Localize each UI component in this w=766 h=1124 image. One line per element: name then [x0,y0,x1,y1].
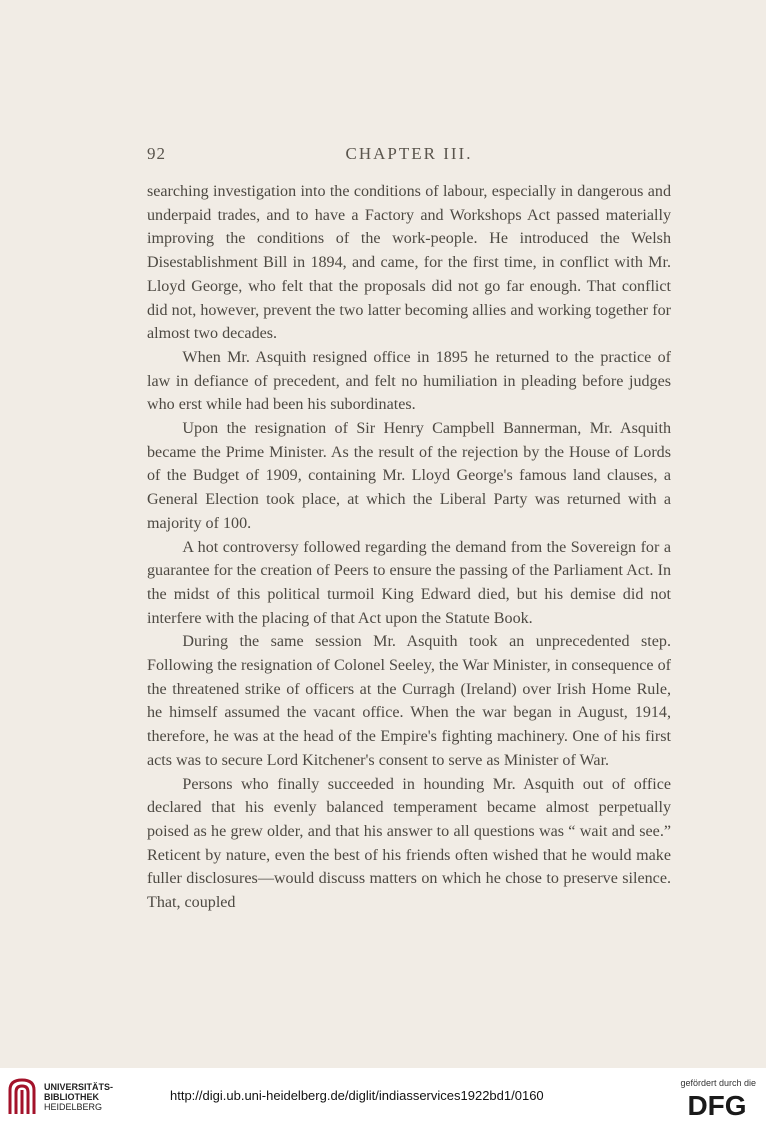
paragraph: During the same session Mr. Asquith took an unprecedented step. Following the resignation of Colonel Seeley, the War Minister, in consequence of the threatened strike of officers at the Curragh (Ireland) over Irish Home Rule, he himself assumed the vacant office. When the war began in August, 1914, therefore, he was at the head of the Empire's fighting machinery. One of his first acts was to secure Lord Kitchener's consent to serve as Minister of War. [147,633,671,769]
paragraph: searching investigation into the conditions of labour, especially in dangerous and underpaid trades, and to have a Factory and Workshops Act passed materially improving the conditions of the work-people. He introduced the Welsh Disestablishment Bill in 1894, and came, for the first time, in conflict with Mr. Lloyd George, who felt that the proposals did not go far enough. That conflict did not, however, prevent the two latter becoming allies and working together for almost two decades. [147,183,671,343]
library-name [44,1082,113,1112]
paragraph: Persons who finally succeeded in hounding Mr. Asquith out of office declared that his evenly balanced temperament became almost perpetually poised as he grew older, and that his answer to all questions was “ wait and see.” Reticent by nature, even the best of his friends often wished that he would make fuller disclosures—would discuss matters on which he chose to preserve silence. That, coupled [147,775,671,912]
page-header [147,144,671,168]
running-head: CHAPTER III. [345,144,473,163]
dfg-logo-text: DFG [687,1090,747,1118]
paragraph: A hot controversy followed regarding the demand from the Sovereign for a guarantee for the creation of Peers to ensure the passing of the Parliament Act. In the midst of this political turmoil King Edward died, but his demise did not interfere with the placing of that Act upon the Statute Book. [147,538,671,627]
permalink-url[interactable]: http://digi.ub.uni-heidelberg.de/diglit/indiasservices1922bd1/0160 [170,1088,544,1103]
university-library-logo-icon[interactable] [6,1076,38,1116]
paragraph: Upon the resignation of Sir Henry Campbell Bannerman, Mr. Asquith became the Prime Minister. As the result of the rejection by the House of Lords of the Budget of 1909, containing Mr. Lloyd George's famous land clauses, a General Election took place, at which the Liberal Party was returned with a majority of 100. [147,420,671,532]
funded-by-label: gefördert durch die [680,1078,756,1088]
dfg-logo-icon[interactable] [678,1090,756,1118]
body-text [147,180,671,915]
digitization-footer [0,1068,766,1124]
library-name-line: UNIVERSITÄTS- [44,1082,114,1092]
paragraph: When Mr. Asquith resigned office in 1895 he returned to the practice of law in defiance of precedent, and felt no humiliation in pleading before judges who erst while had been his subordinates. [147,348,671,414]
page-number: 92 [147,144,166,163]
library-name-line: BIBLIOTHEK [44,1092,99,1102]
library-name-line: HEIDELBERG [44,1102,103,1112]
